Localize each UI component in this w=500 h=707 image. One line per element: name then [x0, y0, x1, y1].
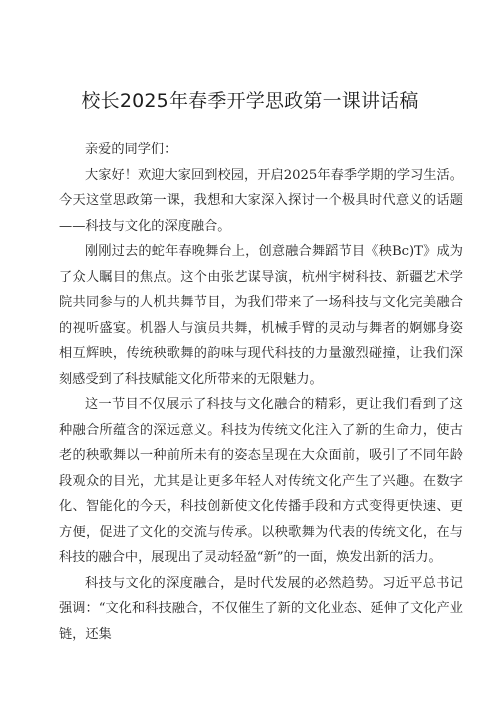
paragraph-1: 大家好！欢迎大家回到校园，开启2025年春季学期的学习生活。今天这堂思政第一课，我想和大家深入探讨一个极具时代意义的话题——科技与文化的深度融合。 — [59, 167, 463, 234]
document-body — [59, 137, 463, 647]
salutation: 亲爱的同学们： — [85, 142, 178, 157]
paragraph-4: 科技与文化的深度融合，是时代发展的必然趋势。习近平总书记强调：“文化和科技融合，不仅催生了新的文化业态、延伸了文化产业链，还集 — [59, 575, 463, 642]
paragraph-3: 这一节目不仅展示了科技与文化融合的精彩，更让我们看到了这种融合所蕴含的深远意义。科技为传统文化注入了新的生命力，使古老的秧歌舞以一种前所未有的姿态呈现在大众面前，吸引了不同年龄段观众的目光，尤其是让更多年轻人对传统文化产生了兴趣。在数字化、智能化的今天，科技创新使文化传播手段和方式变得更快速、更方便，促进了文化的交流与传承。以秧歌舞为代表的传统文化，在与科技的融合中，展现出了灵动轻盈“新”的一面，焕发出新的活力。 — [59, 397, 463, 565]
paragraph-2: 刚刚过去的蛇年春晚舞台上，创意融合舞蹈节目《秧Bc)T》成为了众人瞩目的焦点。这个由张艺谋导演，杭州宇树科技、新疆艺术学院共同参与的人机共舞节目，为我们带来了一场科技与文化完美融合的视听盛宴。机器人与演员共舞，机械手臂的灵动与舞者的婀娜身姿相互辉映，传统秧歌舞的韵味与现代科技的力量激烈碰撞，让我们深刻感受到了科技赋能文化所带来的无限魅力。 — [59, 244, 463, 387]
document-title: 校长2025年春季开学思政第一课讲话稿 — [81, 90, 419, 112]
